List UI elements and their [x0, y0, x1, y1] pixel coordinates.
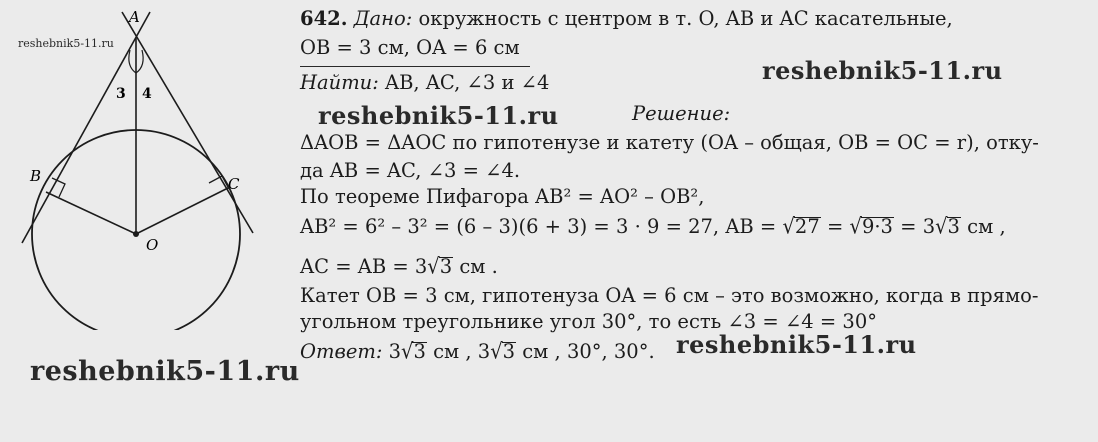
problem-number: 642.: [300, 7, 348, 30]
given-line-2: OB = 3 см, OA = 6 см: [300, 36, 520, 59]
solution-line-1: ΔAOB = ΔAOC по гипотенузе и катету (OA – общая, OB = OC = r), отку-: [300, 131, 1039, 154]
solution-label: Решение:: [632, 102, 731, 125]
radical-sign: √: [427, 253, 440, 280]
find-line: [300, 71, 549, 95]
solution-line-7: угольном треугольнике угол 30°, то есть ∠3 = ∠4 = 30°: [300, 310, 877, 333]
watermark-1: reshebnik5-11.ru: [762, 56, 1003, 85]
equation-part: = 3: [893, 215, 936, 238]
segment-oc: [136, 187, 230, 234]
equation-part: =: [820, 215, 850, 238]
radicand: 27: [794, 215, 820, 238]
answer-part: см , 30°, 30°.: [516, 340, 655, 363]
equation-part: см ,: [960, 215, 1006, 238]
watermark-2: reshebnik5-11.ru: [318, 101, 559, 130]
radicand: 3: [439, 255, 453, 278]
equation-part: AC = AB = 3: [300, 255, 428, 278]
equation-part: см .: [453, 255, 498, 278]
find-text: AB, AC, ∠3 и ∠4: [378, 71, 550, 94]
equation-part: AB² = 6² – 3² = (6 – 3)(6 + 3) = 3 · 9 = 27, AB =: [300, 215, 783, 238]
radical-sign: √: [935, 213, 948, 240]
radicand: 3: [502, 340, 516, 363]
given-label: Дано:: [353, 7, 413, 30]
radical-sign: √: [782, 213, 795, 240]
center-point: [133, 231, 139, 237]
radical-sign: √: [849, 213, 862, 240]
label-angle-3: 3: [116, 86, 126, 102]
label-angle-4: 4: [142, 86, 152, 102]
label-a: A: [129, 8, 140, 26]
answer-line: [300, 340, 655, 364]
watermark-4: reshebnik5-11.ru: [30, 356, 300, 387]
angle-arc-3: [129, 50, 136, 73]
label-c: C: [228, 175, 240, 193]
right-angle-mark-b: [52, 178, 65, 197]
watermark-3: reshebnik5-11.ru: [676, 330, 917, 359]
solution-line-2: да AB = AC, ∠3 = ∠4.: [300, 159, 521, 182]
tangent-line-ac: [122, 12, 253, 233]
solution-line-6: Катет OB = 3 см, гипотенуза OA = 6 см – это возможно, когда в прямо-: [300, 284, 1039, 307]
radical-sign: √: [401, 338, 414, 365]
divider-rule: [300, 66, 530, 67]
answer-part: см , 3: [426, 340, 491, 363]
solution-line-4: [300, 215, 1006, 239]
find-label: Найти:: [300, 71, 379, 94]
answer-part: 3: [382, 340, 402, 363]
radicand: 9·3: [861, 215, 893, 238]
given-text: окружность с центром в т. O, AB и AC касательные,: [412, 7, 953, 30]
solution-line-5: [300, 255, 498, 279]
radicand: 3: [413, 340, 426, 363]
angle-arc-4: [136, 50, 143, 73]
watermark-small: reshebnik5-11.ru: [18, 37, 114, 50]
radical-sign: √: [490, 338, 503, 365]
given-line-1: [300, 7, 953, 31]
label-o: O: [146, 236, 159, 254]
solution-line-3: По теореме Пифагора AB² = AO² – OB²,: [300, 185, 705, 208]
label-b: B: [30, 167, 42, 185]
answer-label: Ответ:: [300, 340, 383, 363]
radicand: 3: [947, 215, 960, 238]
segment-ob: [46, 192, 136, 234]
